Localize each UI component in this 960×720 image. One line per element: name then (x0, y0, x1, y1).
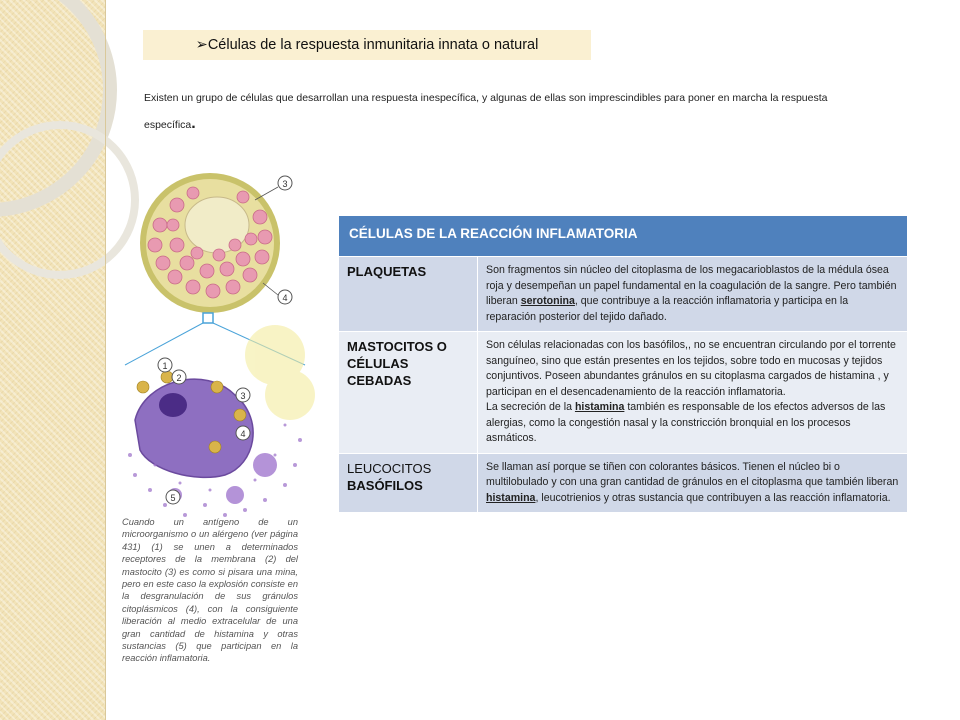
keyword-histamina: histamina (486, 491, 536, 504)
svg-text:3: 3 (240, 391, 246, 401)
name-line-2: BASÓFILOS (347, 477, 423, 493)
intro-text: Existen un grupo de células que desarrollan una respuesta inespecífica, y algunas de ellas son imprescindibles para poner en marcha la respuesta específica (144, 92, 828, 131)
svg-text:1: 1 (162, 361, 168, 371)
svg-text:5: 5 (170, 493, 176, 503)
mast-cell-top (140, 173, 292, 313)
table-row (339, 257, 908, 332)
row-desc-leucocitos (478, 453, 908, 513)
desc-text: , leucotrienios y otras sustancia que contribuyen a las reacción inflamatoria. (535, 491, 891, 504)
desc-text: La secreción de la (486, 401, 575, 413)
yellow-haze (245, 325, 315, 420)
svg-text:4: 4 (240, 429, 246, 439)
inflammatory-cells-table (338, 215, 908, 513)
table-header: CÉLULAS DE LA REACCIÓN INFLAMATORIA (339, 216, 908, 257)
label-4-top-text: 4 (282, 293, 288, 303)
table-row (339, 332, 908, 454)
row-name-plaquetas: PLAQUETAS (339, 257, 478, 332)
keyword-histamina: histamina (574, 401, 625, 413)
side-band-edge (105, 0, 106, 720)
desc-text: Son células relacionadas con los basófilos,, no se encuentran circulando por el torrente sanguíneo, sino que están presentes en los tejidos, sobre todo en mucosas y tejidos conjuntivos. Poseen abundantes gránulos en su citoplasma cargados de histamina , y participan en el desencadenamiento de la reacción inflamatoria. (486, 339, 896, 398)
row-desc-mastocitos (478, 332, 908, 454)
desc-text: , que contribuye a la reacción inflamatoria y participa en la reparación posterior del tejido dañado. (486, 295, 849, 323)
label-3-top-text: 3 (282, 179, 288, 189)
intro-paragraph (144, 86, 844, 138)
table-row (339, 453, 908, 513)
desc-text: también es responsable de los efectos adversos de las alergias, como la congestión nasal y la constricción bronquial en los procesos asmáticos. (486, 401, 886, 444)
row-name-leucocitos (339, 453, 478, 513)
row-desc-plaquetas (478, 257, 908, 332)
section-title-text: Células de la respuesta inmunitaria innata o natural (207, 37, 539, 53)
desc-text: Se llaman así porque se tiñen con colorantes básicos. Tienen el núcleo bi o multilobulado y con una gran cantidad de gránulos en el citoplasma que también liberan (486, 460, 899, 488)
svg-text:2: 2 (176, 373, 182, 383)
ring-large (0, 0, 110, 210)
intro-end: . (191, 115, 196, 132)
zoomed-cell-body (135, 379, 253, 477)
bullet-arrow-icon: ➢ (195, 37, 208, 53)
keyword-serotonina: serotonina (520, 295, 575, 307)
desc-text: Son fragmentos sin núcleo del citoplasma de los megacarioblastos de la médula ósea roja y desempeñan un papel fundamental en la coagulación de la sangre. Pero también liberan (486, 264, 897, 307)
zoomed-nucleus (159, 393, 187, 417)
row-name-mastocitos: MASTOCITOS O CÉLULAS CEBADAS (339, 332, 478, 454)
figure-caption: Cuando un antígeno de un microorganismo o un alérgeno (ver página 431) (1) se unen a determinados receptores de la membrana (2) del mastocito (3) es como si pisara una mina, pero en este caso la explosión consiste en la desgranulación de sus gránulos citoplásmicos (4), con la consiguiente liberación al medio extracelular de una gran cantidad de histamina y otras sustancias (5) que participan en la reacción inflamatoria. (122, 517, 298, 664)
zoom-marker (203, 313, 213, 323)
section-title (143, 30, 591, 60)
name-line-1: LEUCOCITOS (347, 460, 432, 476)
